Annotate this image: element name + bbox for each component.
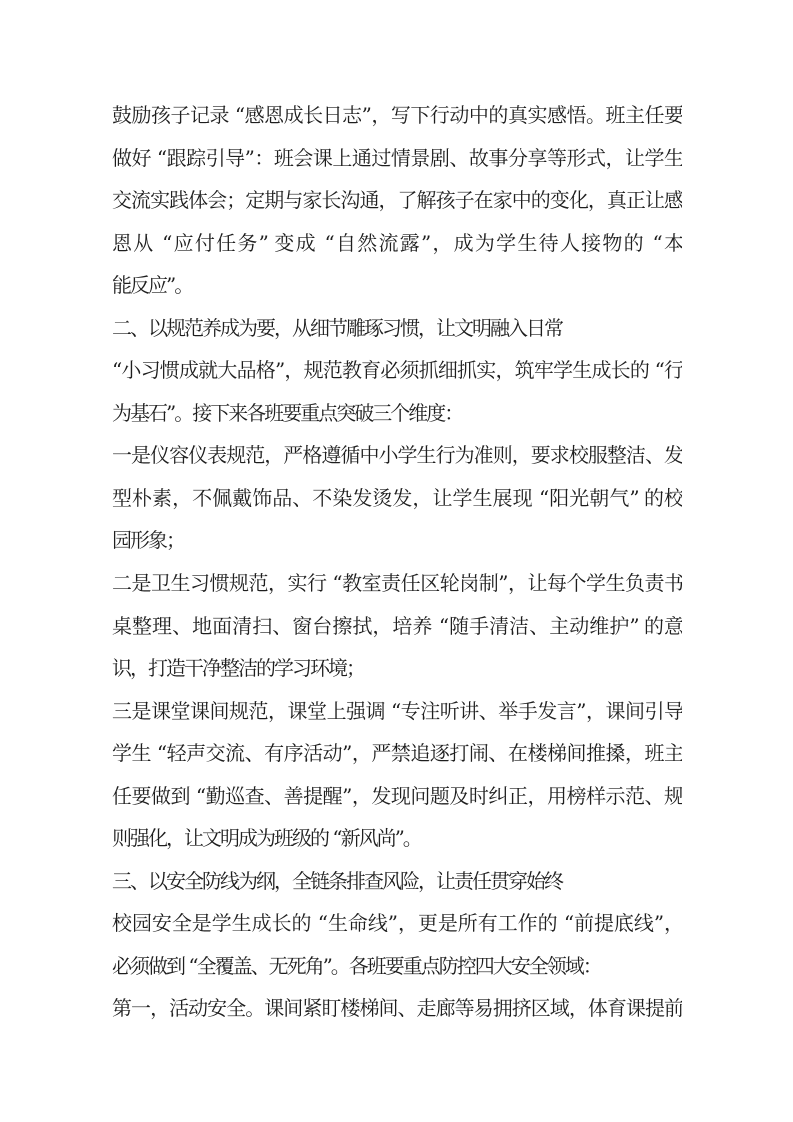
text-line: 交流实践体会；定期与家长沟通，了解孩子在家中的变化，真正让感 [112, 188, 682, 213]
text-line: 型朴素，不佩戴饰品、不染发烫发，让学生展现 “阳光朝气” 的校 [112, 485, 682, 510]
text-line: 园形象； [112, 528, 184, 553]
text-line: 任要做到 “勤巡查、善提醒”，发现问题及时纠正，用榜样示范、规 [112, 783, 682, 808]
text-line: 鼓励孩子记录 “感恩成长日志”，写下行动中的真实感悟。班主任要 [112, 103, 682, 127]
text-line: 三是课堂课间规范，课堂上强调 “专注听讲、举手发言”，课间引导 [112, 698, 682, 723]
text-line: 二、以规范养成为要，从细节雕琢习惯，让文明融入日常 [112, 315, 562, 340]
document-body [112, 94, 682, 1030]
text-line: 能反应”。 [112, 273, 193, 298]
text-line: “小习惯成就大品格”，规范教育必须抓细抓实，筑牢学生成长的 “行 [112, 358, 682, 383]
text-line: 则强化，让文明成为班级的 “新风尚”。 [112, 826, 421, 851]
text-line: 恩从 “应付任务” 变成 “自然流露”，成为学生待人接物的 “本 [112, 230, 682, 255]
text-line: 校园安全是学生成长的 “生命线”，更是所有工作的 “前提底线”， [112, 911, 682, 936]
text-line: 一是仪容仪表规范，严格遵循中小学生行为准则，要求校服整洁、发 [112, 443, 682, 468]
text-line: 第一，活动安全。课间紧盯楼梯间、走廊等易拥挤区域，体育课提前 [112, 996, 682, 1021]
text-line: 桌整理、地面清扫、窗台擦拭，培养 “随手清洁、主动维护” 的意 [112, 613, 682, 638]
text-line: 学生 “轻声交流、有序活动”，严禁追逐打闹、在楼梯间推搡，班主 [112, 741, 682, 766]
text-line: 做好 “跟踪引导”：班会课上通过情景剧、故事分享等形式，让学生 [112, 145, 682, 170]
text-line: 三、以安全防线为纲，全链条排查风险，让责任贯穿始终 [112, 868, 562, 893]
text-line: 二是卫生习惯规范，实行 “教室责任区轮岗制”，让每个学生负责书 [112, 571, 682, 596]
text-line: 为基石”。接下来各班要重点突破三个维度： [112, 400, 463, 425]
text-line: 识，打造干净整洁的学习环境； [112, 656, 364, 681]
text-line: 必须做到 “全覆盖、无死角”。各班要重点防控四大安全领域： [112, 953, 601, 978]
